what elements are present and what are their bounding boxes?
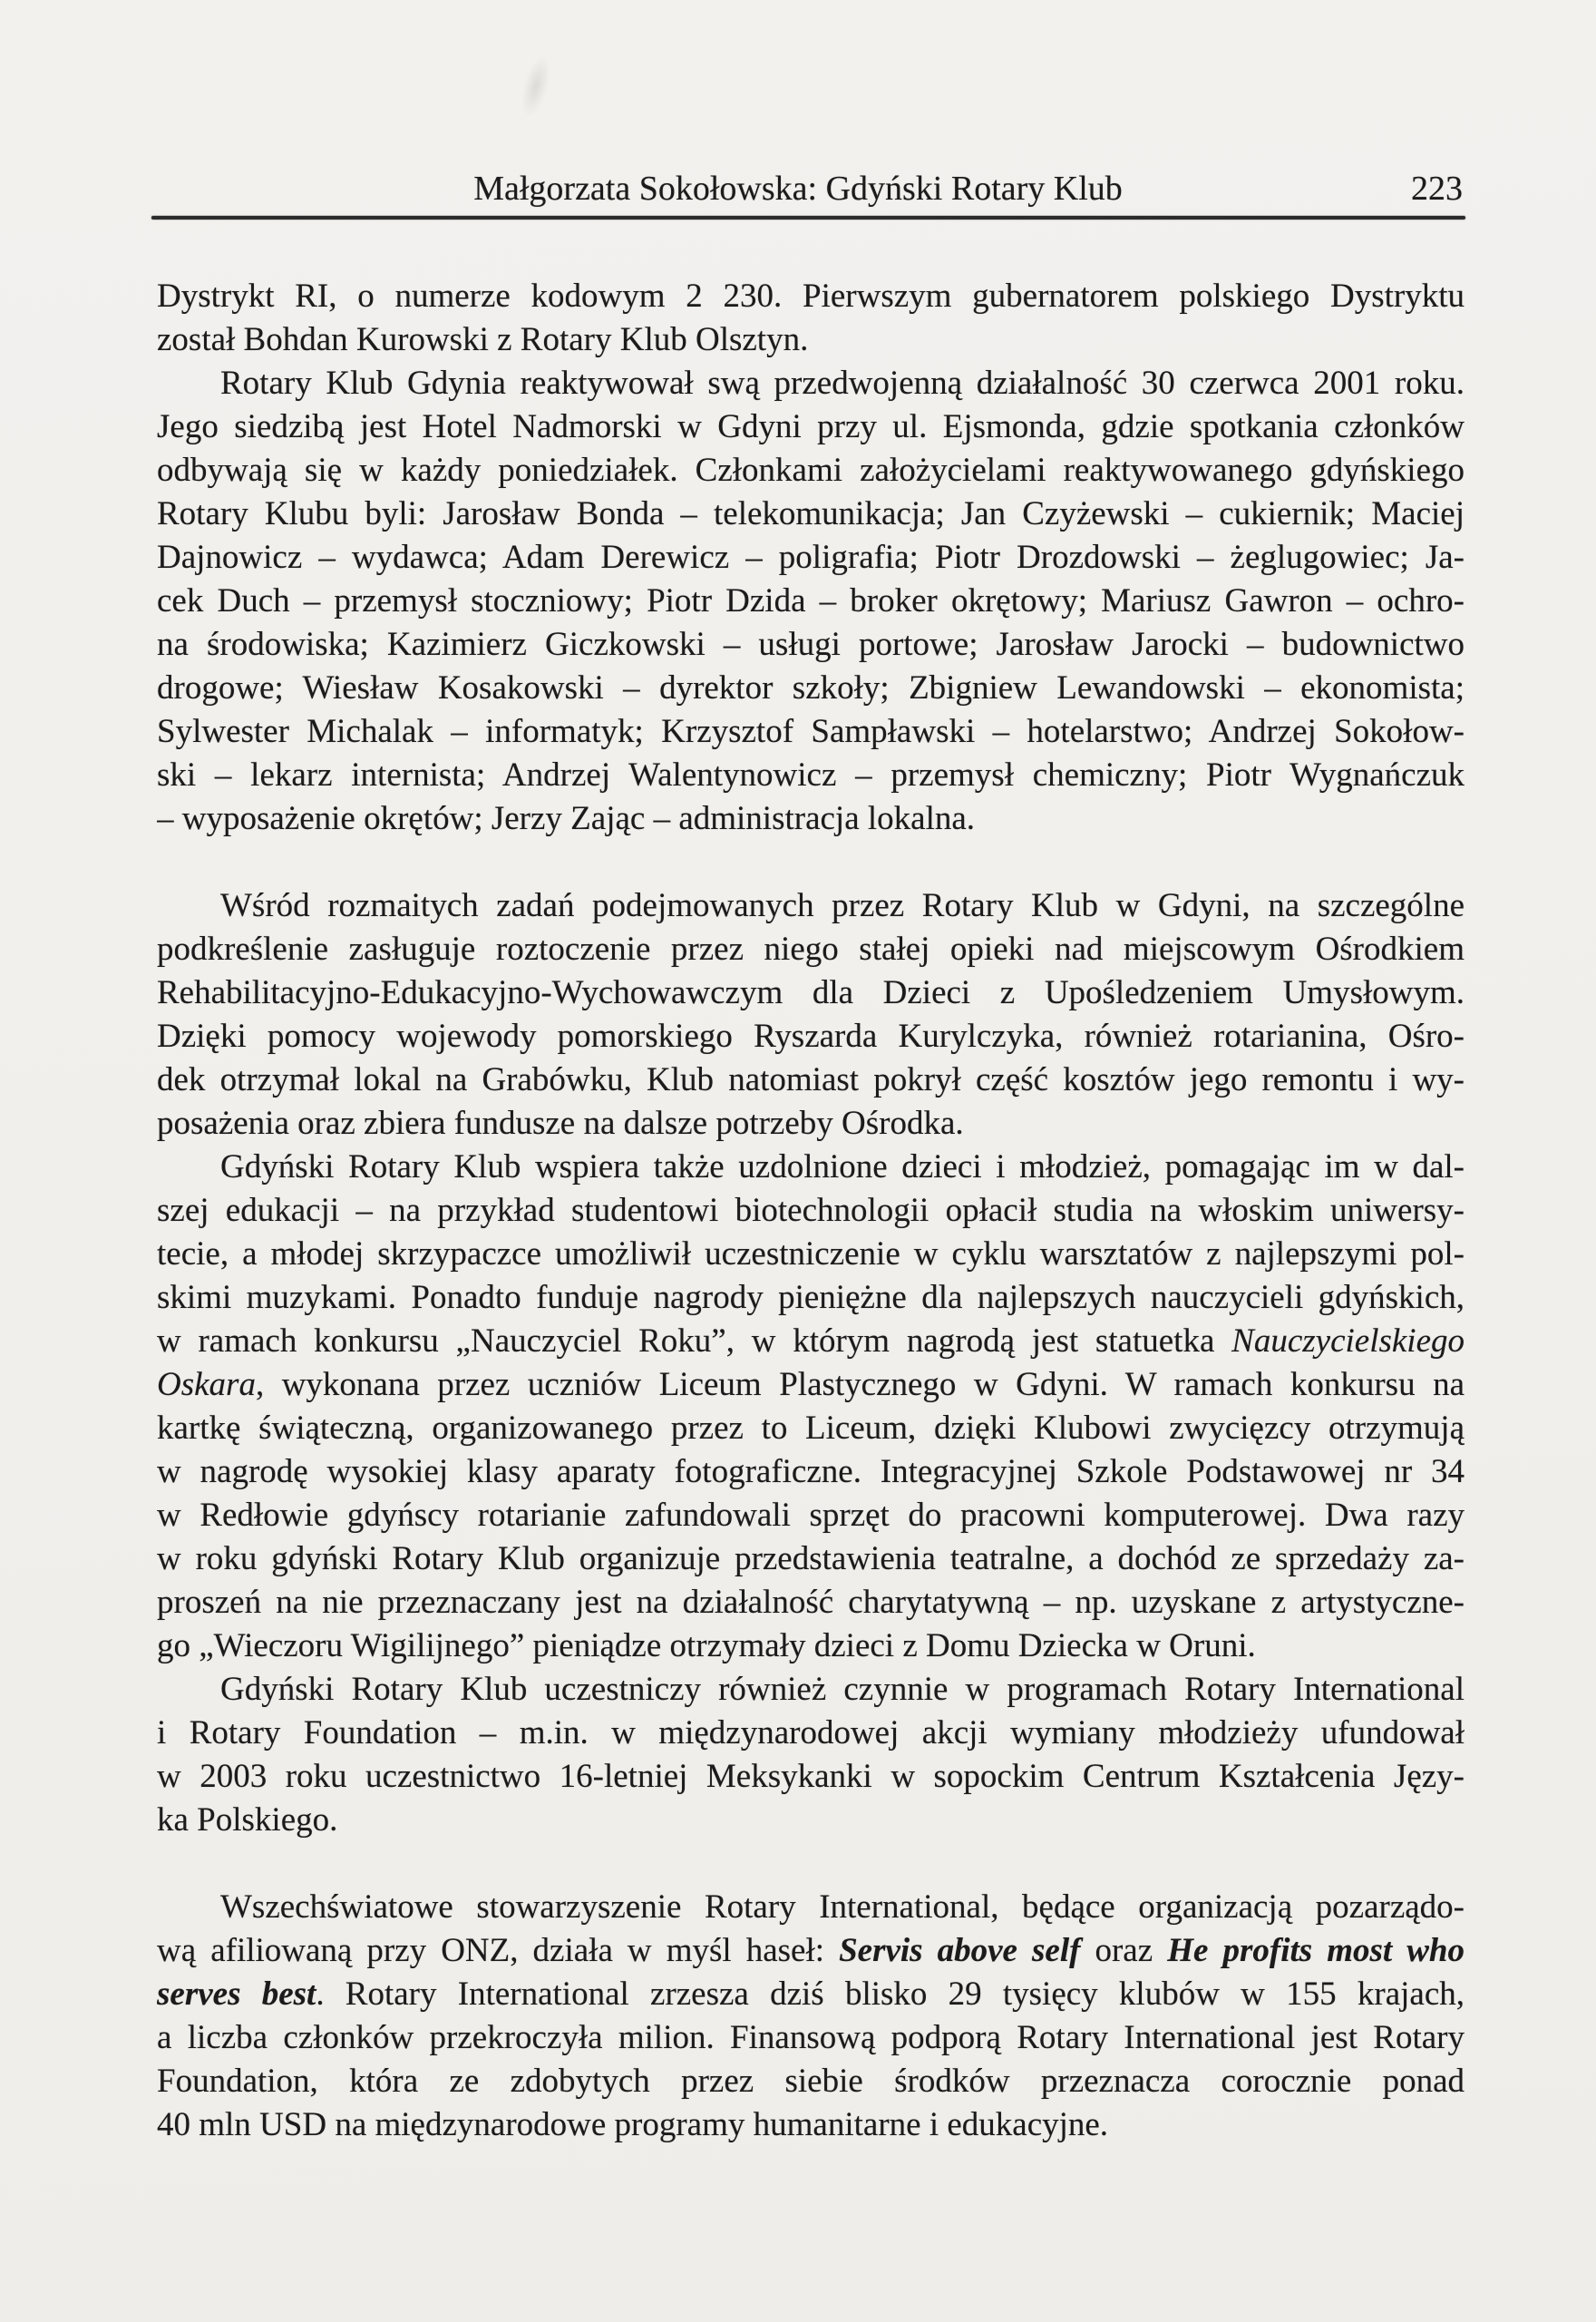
text-segment: Dajnowicz – wydawca; Adam Derewicz – poligrafia; Piotr Drozdowski – żeglugowiec; Ja- (157, 539, 1465, 576)
text-line (157, 1494, 1465, 1537)
text-line (157, 623, 1465, 667)
text-line (157, 1059, 1465, 1102)
emphasized-text-segment: serves best (157, 1976, 316, 2013)
text-segment: cek Duch – przemysł stoczniowy; Piotr Dzida – broker okrętowy; Mariusz Gawron – ochro- (157, 582, 1465, 620)
text-line (157, 536, 1465, 580)
text-segment: proszeń na nie przeznaczany jest na działalność charytatywną – np. uzyskane z artystyczne- (157, 1584, 1465, 1621)
text-line (157, 1668, 1465, 1712)
text-segment: odbywają się w każdy poniedziałek. Członkami założycielami reaktywowanego gdyńskiego (157, 452, 1465, 489)
text-line (157, 1929, 1465, 1973)
emphasized-text-segment: Servis above self (839, 1932, 1081, 1969)
text-segment: wą afiliowaną przy ONZ, działa w myśl haseł: (157, 1932, 840, 1969)
text-segment: oraz (1080, 1932, 1168, 1969)
text-segment: kartkę świąteczną, organizowanego przez to Liceum, dzięki Klubowi zwycięzcy otrzymują (157, 1410, 1465, 1447)
text-segment: Rotary Klub Gdynia reaktywował swą przedwojenną działalność 30 czerwca 2001 roku. (220, 365, 1465, 402)
text-line (157, 884, 1465, 928)
text-segment: ka Polskiego. (157, 1801, 338, 1839)
text-segment: w 2003 roku uczestnictwo 16-letniej Meksykanki w sopockim Centrum Kształcenia Języ- (157, 1758, 1465, 1795)
text-segment: 40 mln USD na międzynarodowe programy humanitarne i edukacyjne. (157, 2106, 1109, 2143)
document-body (157, 275, 1465, 2147)
text-segment: ski – lekarz internista; Andrzej Walentynowicz – przemysł chemiczny; Piotr Wygnańczuk (157, 756, 1465, 794)
paragraph (157, 1146, 1465, 1668)
text-line (157, 318, 1465, 362)
paragraph (157, 884, 1465, 1146)
text-segment: Dystrykt RI, o numerze kodowym 2 230. Pierwszym gubernatorem polskiego Dystryktu (157, 278, 1465, 315)
text-segment: Gdyński Rotary Klub uczestniczy również czynnie w programach Rotary International (220, 1671, 1465, 1708)
text-line (157, 1320, 1465, 1363)
text-segment: podkreślenie zasługuje roztoczenie przez niego stałej opieki nad miejscowym Ośrodkiem (157, 931, 1465, 968)
text-segment: posażenia oraz zbiera fundusze na dalsze potrzeby Ośrodka. (157, 1105, 964, 1142)
text-line (157, 1450, 1465, 1494)
text-segment: na środowiska; Kazimierz Giczkowski – usługi portowe; Jarosław Jarocki – budownictwo (157, 626, 1465, 663)
text-segment: tecie, a młodej skrzypaczce umożliwił uczestniczenie w cyklu warsztatów z najlepszymi pol- (157, 1235, 1465, 1273)
text-line (157, 1581, 1465, 1624)
text-segment: – wyposażenie okrętów; Jerzy Zając – administracja lokalna. (157, 800, 976, 837)
paragraph (157, 362, 1465, 841)
text-line (157, 1712, 1465, 1755)
text-line (157, 1799, 1465, 1842)
text-line (157, 2016, 1465, 2060)
text-line (157, 1363, 1465, 1407)
text-segment: został Bohdan Kurowski z Rotary Klub Olsztyn. (157, 321, 809, 358)
emphasized-text-segment: Oskara (157, 1366, 256, 1403)
header-rule (151, 216, 1465, 220)
text-segment: w Redłowie gdyńscy rotarianie zafundowali sprzęt do pracowni komputerowej. Dwa razy (157, 1497, 1465, 1534)
text-segment: w roku gdyński Rotary Klub organizuje przedstawienia teatralne, a dochód ze sprzedaży za- (157, 1540, 1465, 1577)
text-line (157, 667, 1465, 710)
text-line (157, 1276, 1465, 1320)
text-segment: . Rotary International zrzesza dziś blisko 29 tysięcy klubów w 155 krajach, (316, 1976, 1465, 2013)
text-segment: w ramach konkursu „Nauczyciel Roku”, w którym nagrodą jest statuetka (157, 1322, 1232, 1360)
text-line (157, 493, 1465, 536)
emphasized-text-segment: Nauczycielskiego (1231, 1322, 1465, 1360)
text-segment: Jego siedzibą jest Hotel Nadmorski w Gdyni przy ul. Ejsmonda, gdzie spotkania członków (157, 408, 1465, 445)
text-segment: szej edukacji – na przykład studentowi biotechnologii opłacił studia na włoskim uniwersy- (157, 1192, 1465, 1229)
text-segment: , wykonana przez uczniów Liceum Plastycznego w Gdyni. W ramach konkursu na (255, 1366, 1465, 1403)
paragraph (157, 1668, 1465, 1842)
text-segment: skimi muzykami. Ponadto funduje nagrody pieniężne dla najlepszych nauczycieli gdyńskich, (157, 1279, 1465, 1316)
text-line (157, 580, 1465, 623)
text-line (157, 362, 1465, 405)
text-segment: a liczba członków przekroczyła milion. Finansową podporą Rotary International jest Rotary (157, 2019, 1465, 2056)
page-number: 223 (1411, 170, 1463, 208)
text-line (157, 1407, 1465, 1450)
running-header-title: Małgorzata Sokołowska: Gdyński Rotary Klub (473, 170, 1123, 208)
text-segment: go „Wieczoru Wigilijnego” pieniądze otrzymały dzieci z Domu Dziecka w Oruni. (157, 1627, 1256, 1664)
text-line (157, 275, 1465, 318)
text-line (157, 971, 1465, 1015)
text-segment: Rotary Klubu byli: Jarosław Bonda – telekomunikacja; Jan Czyżewski – cukiernik; Maciej (157, 495, 1465, 532)
text-segment: drogowe; Wiesław Kosakowski – dyrektor szkoły; Zbigniew Lewandowski – ekonomista; (157, 669, 1465, 707)
text-line (157, 1015, 1465, 1059)
text-line (157, 1146, 1465, 1189)
text-line (157, 710, 1465, 754)
text-line (157, 1102, 1465, 1146)
emphasized-text-segment: He profits most who (1167, 1932, 1465, 1969)
scan-artifact (516, 53, 555, 120)
text-segment: Dzięki pomocy wojewody pomorskiego Ryszarda Kurylczyka, również rotarianina, Ośro- (157, 1018, 1465, 1055)
text-line (157, 754, 1465, 797)
text-line (157, 449, 1465, 493)
text-segment: Foundation, która ze zdobytych przez siebie środków przeznacza corocznie ponad (157, 2063, 1465, 2100)
text-line (157, 928, 1465, 971)
text-line (157, 2060, 1465, 2103)
text-segment: w nagrodę wysokiej klasy aparaty fotograficzne. Integracyjnej Szkole Podstawowej nr 34 (157, 1453, 1465, 1490)
text-line (157, 405, 1465, 449)
text-line (157, 797, 1465, 841)
text-segment: Rehabilitacyjno-Edukacyjno-Wychowawczym dla Dzieci z Upośledzeniem Umysłowym. (157, 974, 1465, 1011)
text-segment: Wszechświatowe stowarzyszenie Rotary International, będące organizacją pozarządo- (220, 1888, 1465, 1926)
text-line (157, 1624, 1465, 1668)
text-segment: i Rotary Foundation – m.in. w międzynarodowej akcji wymiany młodzieży ufundował (157, 1714, 1465, 1751)
paragraph (157, 1886, 1465, 2147)
text-line (157, 1189, 1465, 1233)
paragraph (157, 275, 1465, 362)
text-line (157, 1886, 1465, 1929)
text-line (157, 1233, 1465, 1276)
text-line (157, 2103, 1465, 2147)
text-line (157, 1755, 1465, 1799)
text-segment: Sylwester Michalak – informatyk; Krzysztof Sampławski – hotelarstwo; Andrzej Sokołow- (157, 713, 1465, 750)
text-segment: Wśród rozmaitych zadań podejmowanych przez Rotary Klub w Gdyni, na szczególne (220, 887, 1465, 924)
text-segment: dek otrzymał lokal na Grabówku, Klub natomiast pokrył część kosztów jego remontu i wy- (157, 1061, 1465, 1098)
text-line (157, 1973, 1465, 2016)
text-segment: Gdyński Rotary Klub wspiera także uzdolnione dzieci i młodzież, pomagając im w dal- (220, 1148, 1465, 1185)
text-line (157, 1537, 1465, 1581)
